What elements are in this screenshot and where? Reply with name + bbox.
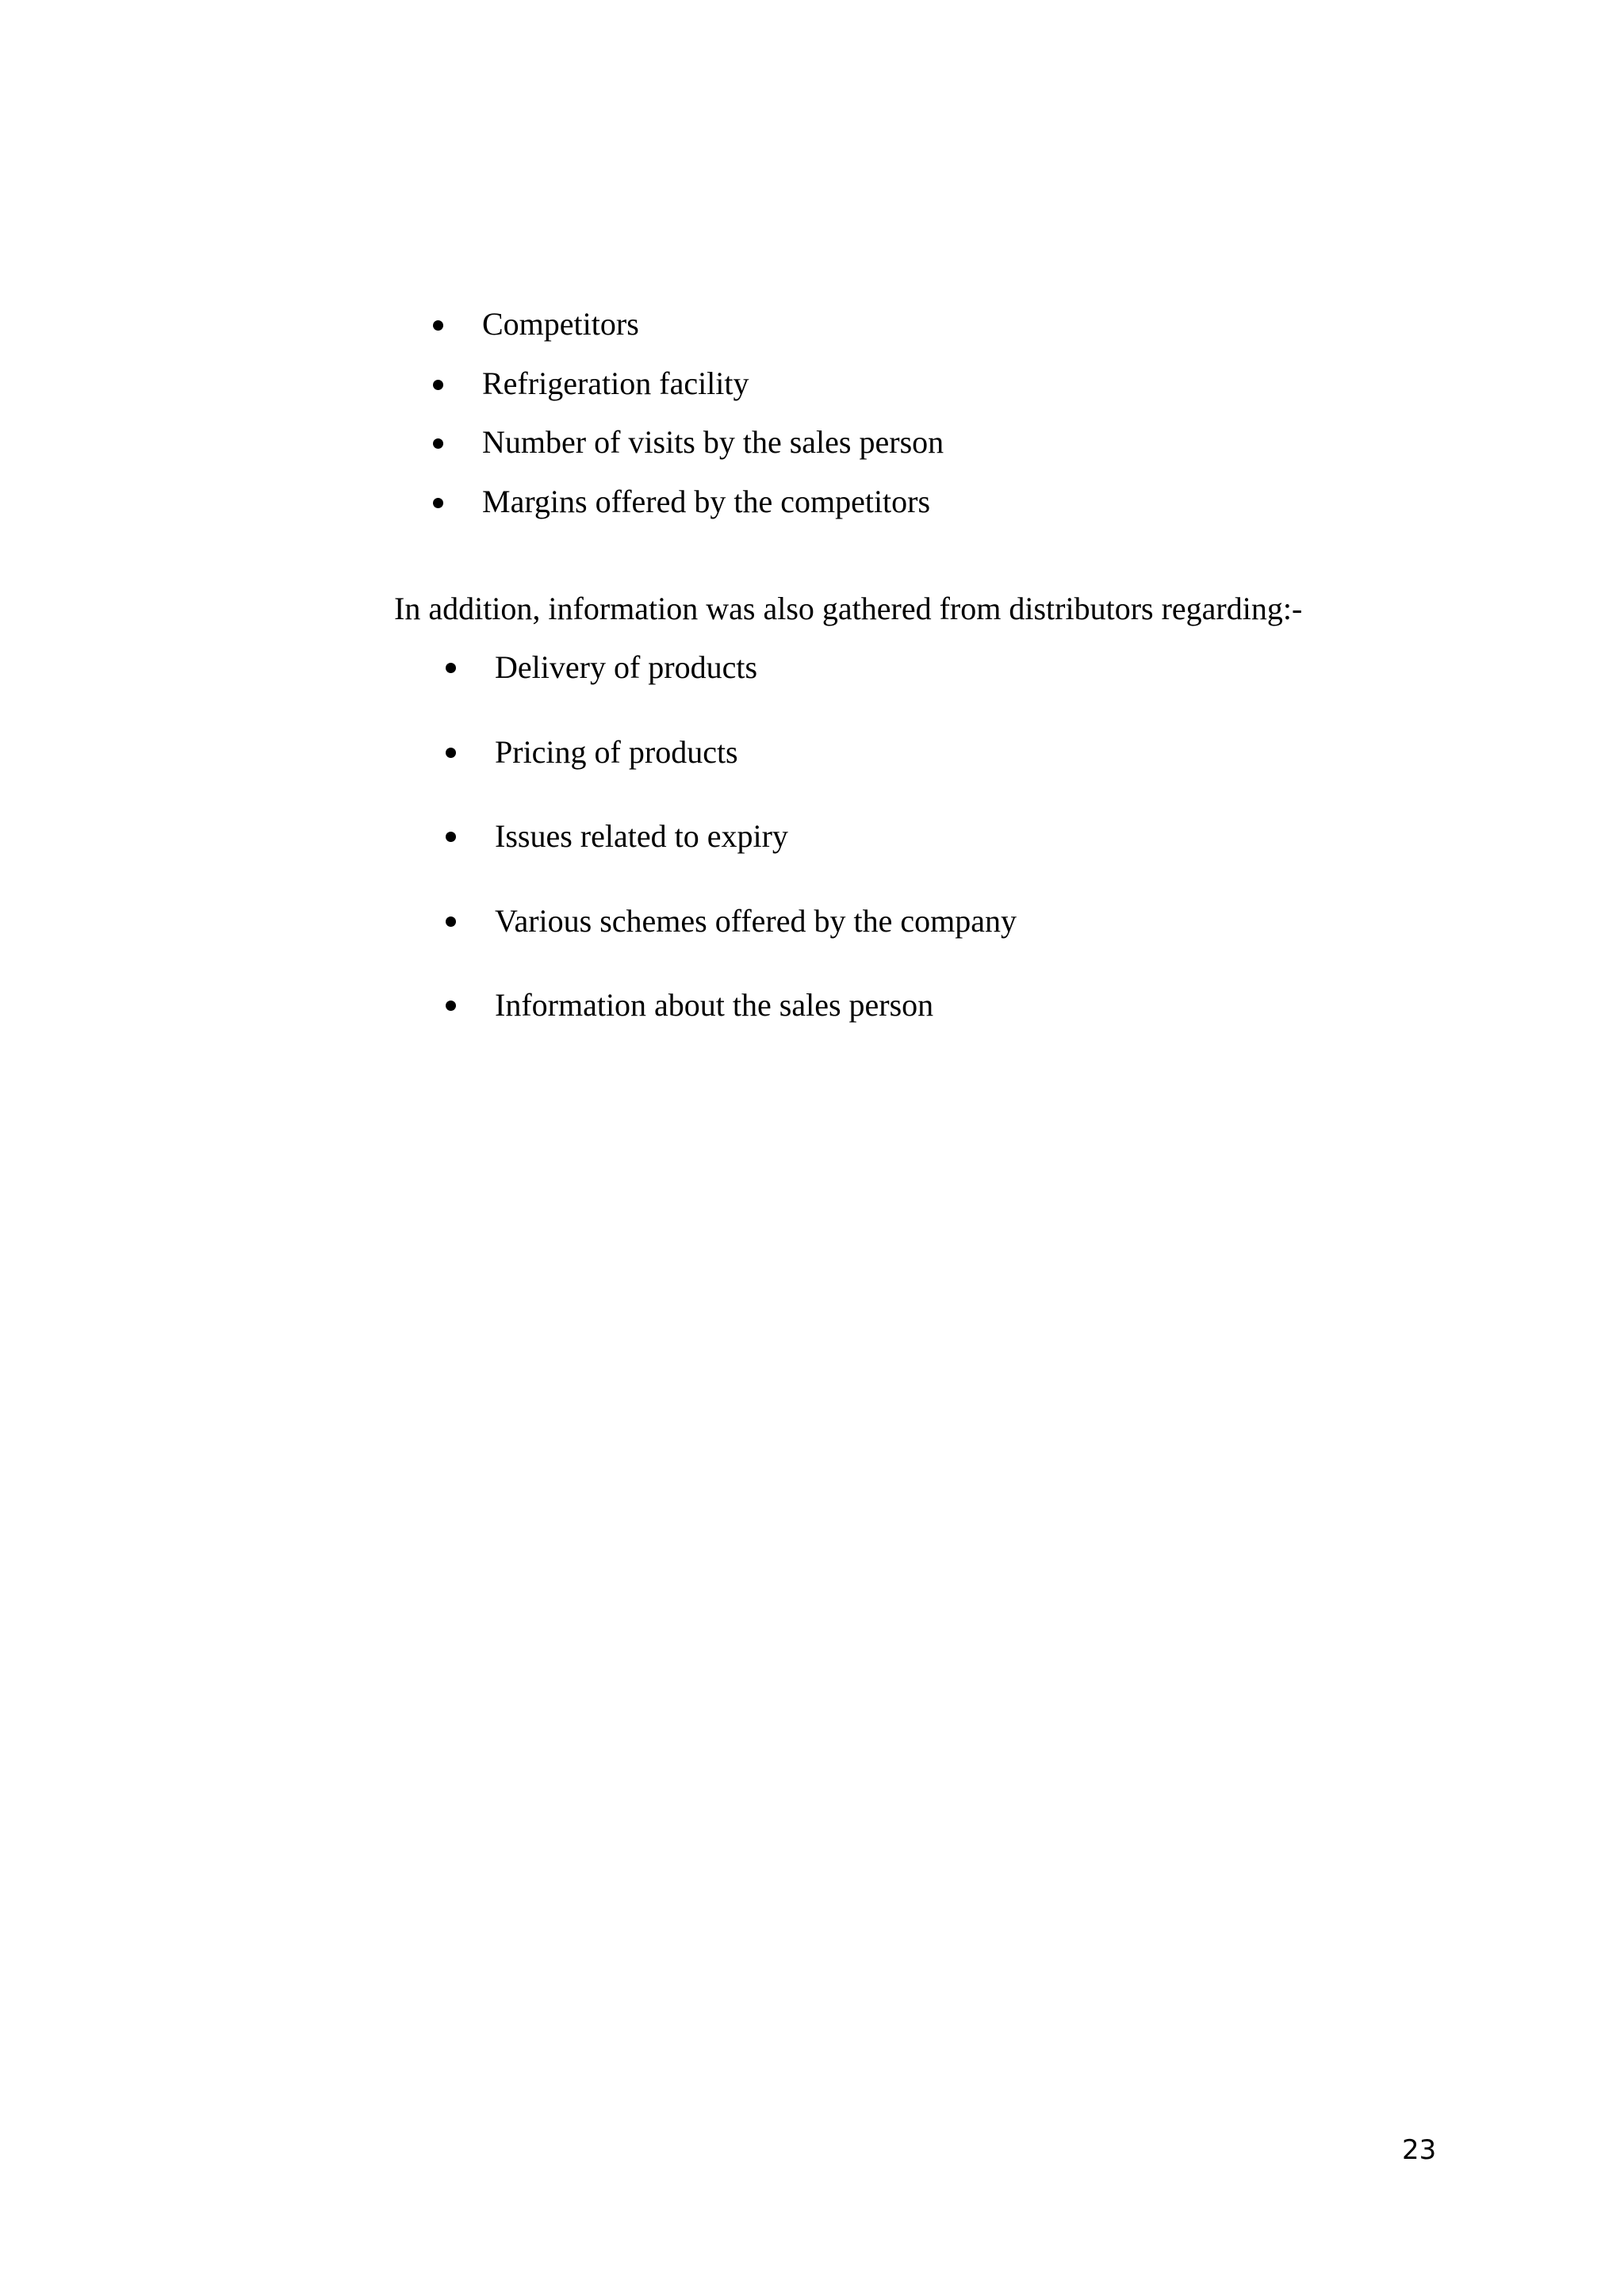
bullet-icon xyxy=(446,663,456,673)
bullet-icon xyxy=(433,438,443,449)
bullet-icon xyxy=(446,916,456,927)
list-item xyxy=(433,807,1017,892)
bullet-icon xyxy=(433,498,443,508)
page-number: 23 xyxy=(1402,2134,1437,2166)
list-item xyxy=(433,638,1017,723)
bullet-list-retailer-info xyxy=(420,295,944,531)
list-item-text: Delivery of products xyxy=(495,649,758,685)
list-item xyxy=(433,723,1017,808)
list-item xyxy=(420,413,944,473)
list-item-text: Issues related to expiry xyxy=(495,818,788,854)
list-item xyxy=(433,892,1017,977)
list-item-text: Various schemes offered by the company xyxy=(495,902,1017,939)
list-item-text: Margins offered by the competitors xyxy=(482,483,931,519)
bullet-icon xyxy=(446,832,456,842)
bullet-icon xyxy=(433,380,443,390)
bullet-icon xyxy=(446,748,456,758)
list-item xyxy=(433,976,1017,1061)
bullet-list-distributor-info xyxy=(433,638,1017,1061)
list-item-text: Competitors xyxy=(482,306,639,342)
list-item-text: Number of visits by the sales person xyxy=(482,424,944,460)
list-item xyxy=(420,473,944,532)
bullet-icon xyxy=(433,320,443,331)
list-item-text: Refrigeration facility xyxy=(482,365,749,401)
list-item-text: Pricing of products xyxy=(495,733,738,770)
list-item-text: Information about the sales person xyxy=(495,987,934,1023)
list-item xyxy=(420,295,944,354)
bullet-icon xyxy=(446,1001,456,1011)
intro-paragraph: In addition, information was also gathered from distributors regarding:- xyxy=(394,591,1303,626)
list-item xyxy=(420,354,944,414)
